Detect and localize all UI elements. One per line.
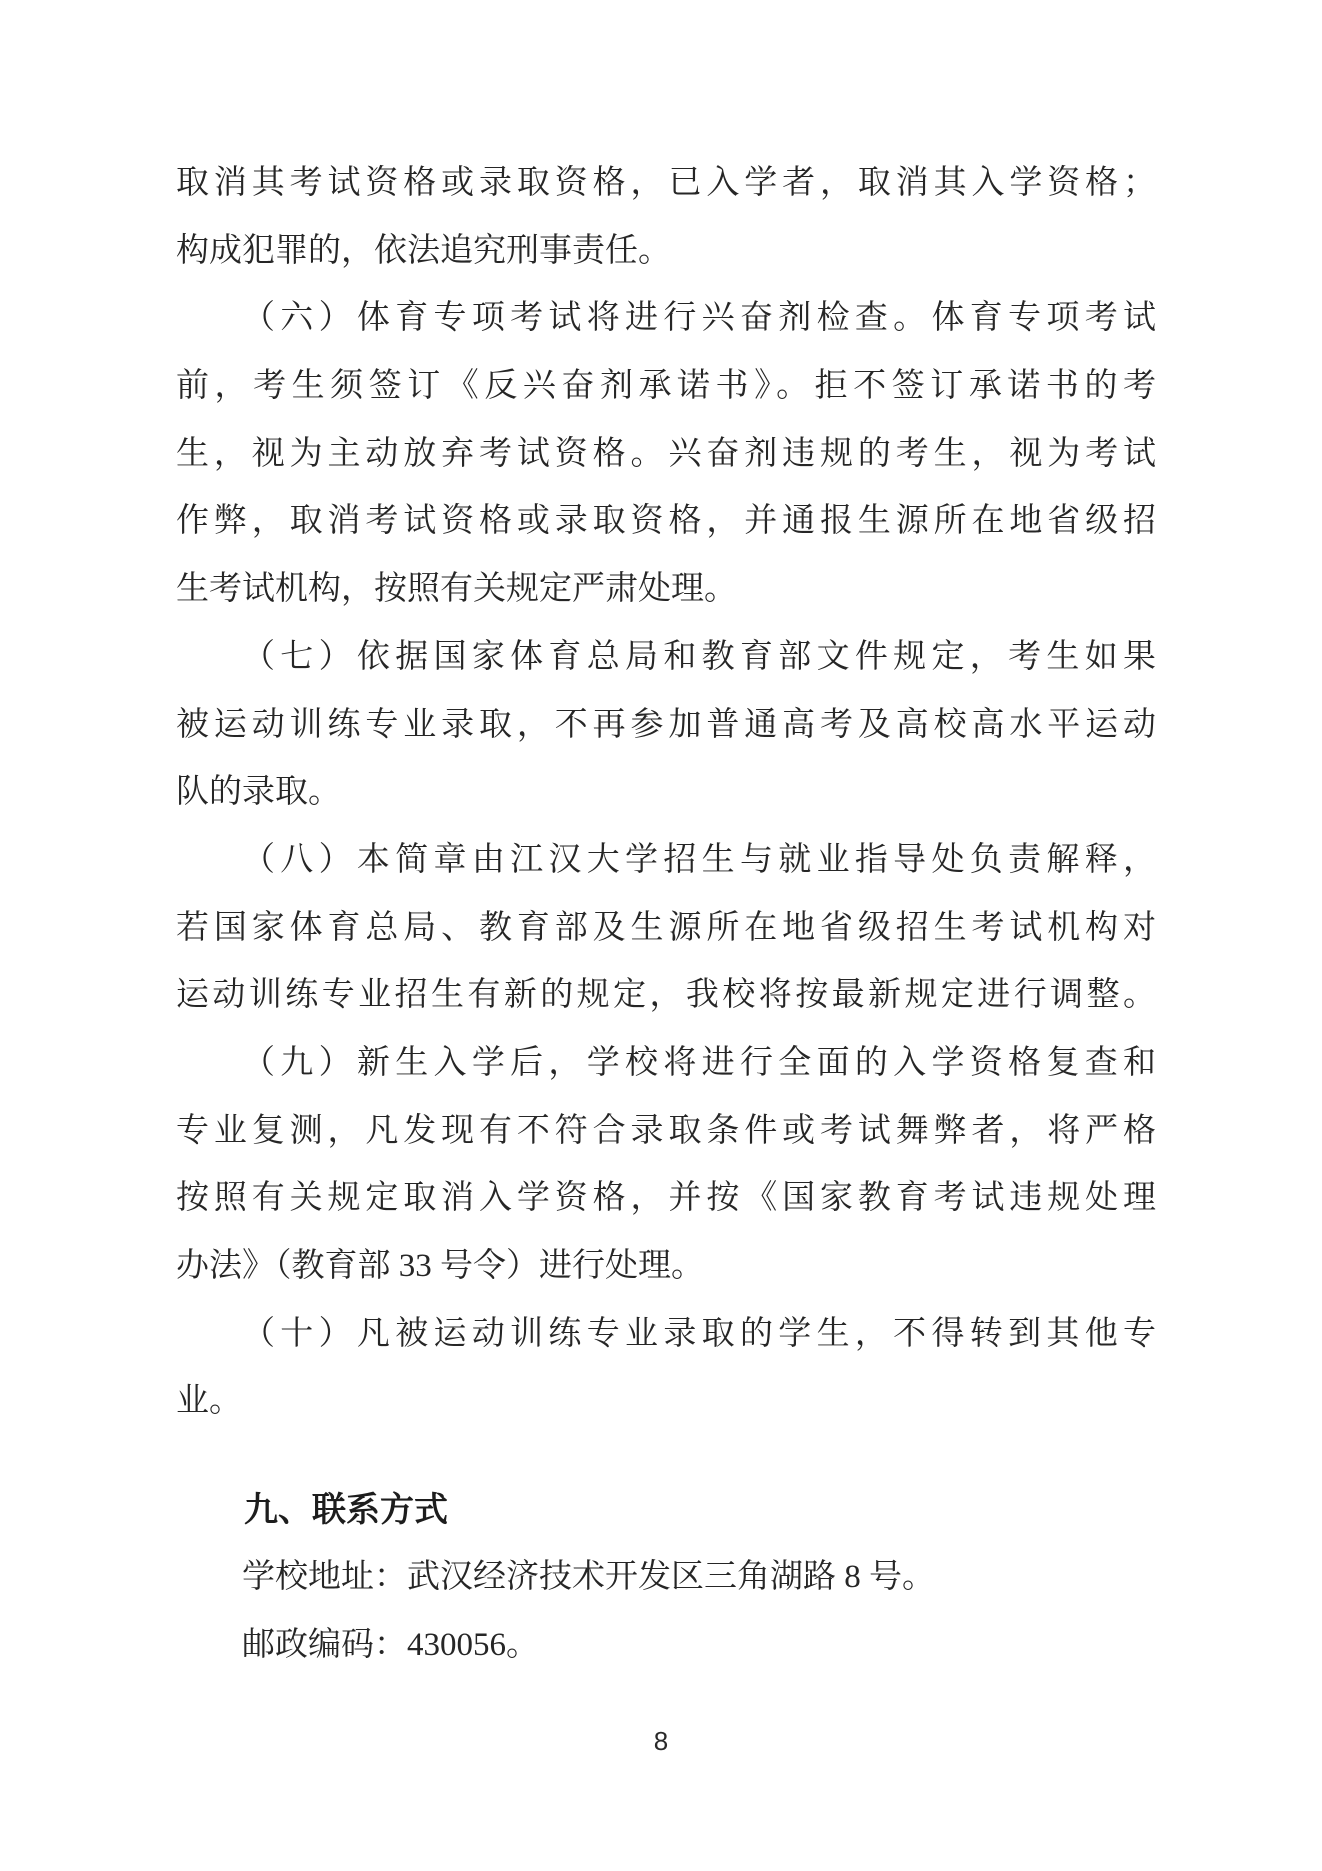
- postal-code-line: 邮政编码：430056。: [242, 1626, 539, 1663]
- body-line: 按照有关规定取消入学资格，并按《国家教育考试违规处理: [176, 1180, 1156, 1217]
- body-line: 生，视为主动放弃考试资格。兴奋剂违规的考生，视为考试: [176, 435, 1156, 472]
- body-line: 构成犯罪的，依法追究刑事责任。: [176, 232, 671, 269]
- page-number: 8: [653, 1726, 669, 1756]
- body-line: 若国家体育总局、教育部及生源所在地省级招生考试机构对: [176, 909, 1156, 946]
- body-line: （九）新生入学后，学校将进行全面的入学资格复查和: [242, 1044, 1156, 1081]
- body-line: （七）依据国家体育总局和教育部文件规定，考生如果: [242, 638, 1156, 675]
- body-line: 队的录取。: [176, 774, 341, 811]
- body-line: （八）本简章由江汉大学招生与就业指导处负责解释，: [242, 841, 1156, 878]
- body-line: 前，考生须签订《反兴奋剂承诺书》。拒不签订承诺书的考: [176, 368, 1156, 405]
- school-address-line: 学校地址：武汉经济技术开发区三角湖路 8 号。: [242, 1559, 935, 1596]
- body-line: （十）凡被运动训练专业录取的学生，不得转到其他专: [242, 1315, 1156, 1352]
- body-line: 运动训练专业招生有新的规定，我校将按最新规定进行调整。: [176, 977, 1156, 1014]
- document-body: [176, 150, 1156, 1436]
- body-line: 生考试机构，按照有关规定严肃处理。: [176, 571, 737, 608]
- contact-section-heading: 九、联系方式: [244, 1491, 448, 1530]
- body-line: 业。: [176, 1383, 242, 1420]
- body-line: 取消其考试资格或录取资格，已入学者，取消其入学资格；: [176, 165, 1156, 201]
- body-line: 办法》（教育部 33 号令）进行处理。: [176, 1248, 704, 1284]
- body-line: 被运动训练专业录取，不再参加普通高考及高校高水平运动: [176, 706, 1156, 743]
- body-line: 专业复测，凡发现有不符合录取条件或考试舞弊者，将严格: [176, 1112, 1156, 1149]
- body-line: （六）体育专项考试将进行兴奋剂检查。体育专项考试: [242, 300, 1156, 337]
- body-line: 作弊，取消考试资格或录取资格，并通报生源所在地省级招: [176, 503, 1156, 540]
